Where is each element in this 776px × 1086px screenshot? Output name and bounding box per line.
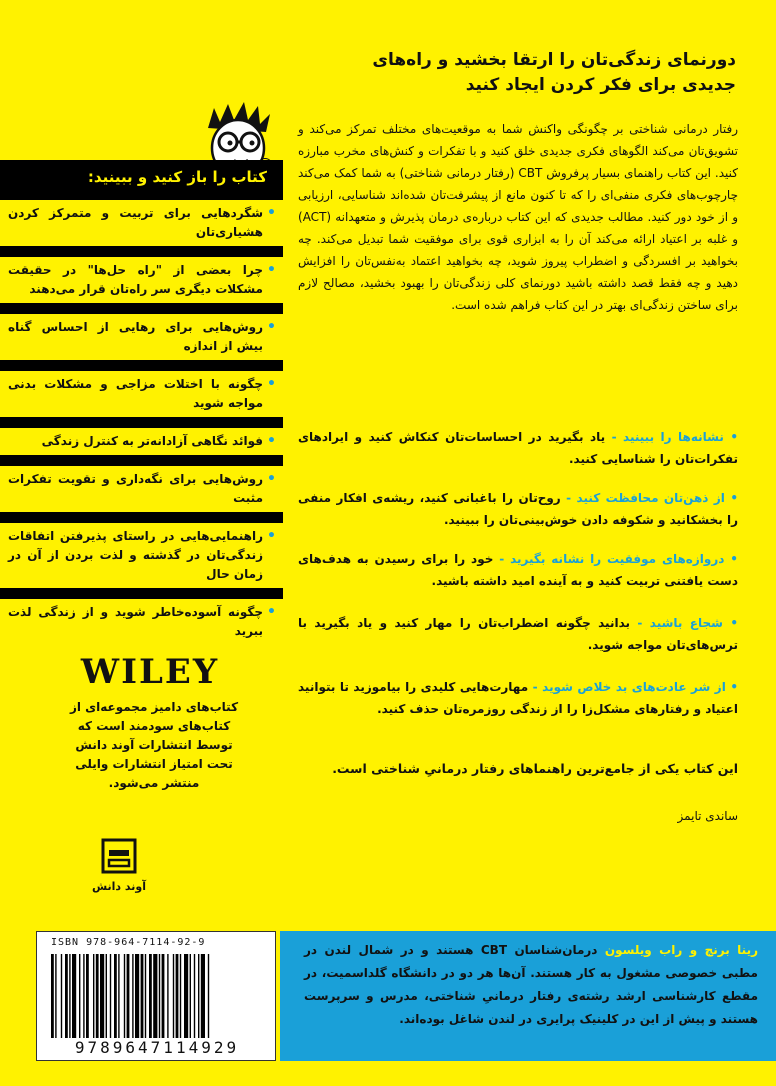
list-item: • روش‌هایی برای نگه‌داری و تقویت تفکرات مثبت (0, 466, 283, 512)
intro-paragraph: رفتار درمانی شناختی بر چگونگی واکنش شما به موقعیت‌های مختلف تمرکز می‌کند و تشویق‌تان می‌کند الگوهای فکری جدیدی خلق کنید و با تفکرات و کنش‌های مخرب مبارزه کنید. این کتاب راهنمای بسیار پرفروش CBT (رفتار درمانی شناختی) به شما کمک می‌کند چارچوب‌های فکری منفی‌ای را که تا کنون مانع از پیشرفت‌تان شده‌اند شناسایی، ارزیابی و از خود دور کنید. مطالب جدیدی که این کتاب درباره‌ی درمان پذیرش و متعهدانه (ACT) و غلبه بر اعتیاد ارائه می‌کند آن را به ابزاری قوی برای موفقیت شما تبدیل می‌کند. چه بخواهید بر افسردگی و اضطراب پیروز شوید، چه بخواهید اعتماد به‌نفس‌تان را افزایش دهید و چه فقط قصد داشته باشید دورنمای کلی زندگی‌تان را بهبود بخشید، مصالح لازم برای ساختن زندگی‌ای بهتر در این کتاب فراهم شده است. (298, 122, 738, 312)
bullet-lead: • شجاع باشید - (637, 616, 738, 630)
bullet-4 (298, 612, 738, 656)
bullet-2 (298, 487, 738, 531)
bullet-lead: • از شر عادت‌های بد خلاص شوید - (532, 680, 739, 694)
bullet-1 (298, 426, 738, 470)
feature-list (0, 200, 283, 656)
isbn-label: ISBN 978-964-7114-92-9 (51, 937, 206, 948)
bullet-lead: • از ذهن‌تان محافظت کنید - (566, 491, 738, 505)
publisher-name: آوند دانش (91, 880, 147, 893)
headline: دورنمای زندگی‌تان را ارتقا بخشید و راه‌های جدیدی برای فکر کردن ایجاد کنید (372, 50, 736, 95)
bullet-text: روح‌تان را باغبانی کنید، ریشه‌ی افکار منفی را بخشکانید و شکوفه دادن خوش‌بینی‌تان را ببینید. (298, 491, 738, 527)
author-bio-text: درمان‌شناسان CBT هستند و در شمال لندن در مطبی خصوصی مشغول به کار هستند. آن‌ها هر دو در دانشگاه گلداسمیت، در مقطع کارشناسی ارشد رشته‌ی رفتار درمانیِ شناختی، مدرس و سرپرست هستند و پیش از این در کلینیک پرایری در لندن شاغل بوده‌اند. (304, 943, 758, 1026)
wiley-note: کتاب‌های دامیز مجموعه‌ای از کتاب‌های سودمند است که توسط انتشارات آوند دانش تحت امتیاز انتشارات وایلی منتشر می‌شود. (69, 700, 239, 790)
review-quote: این کتاب یکی از جامع‌ترین راهنماهای رفتار درمانیِ شناختی است. (332, 761, 738, 776)
feature-panel (0, 160, 283, 643)
feature-panel-title: کتاب را باز کنید و ببینید: (87, 168, 267, 186)
author-bio (280, 931, 776, 1061)
list-item: • چگونه با اختلات مزاجی و مشکلات بدنی مواجه شوید (0, 371, 283, 417)
list-item: • چرا بعضی از "راه حل‌ها" در حقیقت مشکلات دیگری سر راه‌تان قرار می‌دهند (0, 257, 283, 303)
author-names: رینا برنچ و راب ویلسون (604, 943, 758, 957)
bullet-text: خود را برای رسیدن به هدف‌های دست یافتنی تربیت کنید و به آینده امید داشته باشید. (298, 552, 738, 588)
list-item: • روش‌هایی برای رهایی از احساس گناه بیش از اندازه (0, 314, 283, 360)
bullet-lead: • نشانه‌ها را ببینید - (611, 430, 739, 444)
bullet-text: بدانید چگونه اضطراب‌تان را مهار کنید و یاد بگیرید با ترس‌های‌تان مواجه شوید. (298, 616, 738, 652)
list-item: • چگونه آسوده‌خاطر شوید و از زندگی لذت ببرید (0, 599, 283, 645)
bullet-3 (298, 548, 738, 592)
list-item: • شگردهایی برای تربیت و متمرکز کردن هشیاری‌تان (0, 200, 283, 246)
wiley-logo: WILEY (80, 652, 220, 692)
barcode (36, 931, 276, 1061)
bullet-5 (298, 676, 738, 720)
barcode-bars (51, 954, 263, 1038)
list-item: • راهنمایی‌هایی در راستای پذیرفتن اتفاقات زندگی‌تان در گذشته و لذت بردن از آن در زمان حال (0, 523, 283, 588)
barcode-digits: 9789647114929 (74, 1038, 240, 1057)
publisher-logo-icon (101, 838, 137, 874)
list-item: • فوائد نگاهی آزادانه‌تر به کنترل زندگی (0, 428, 283, 455)
bullet-lead: • دروازه‌های موفقیت را نشانه بگیرید - (499, 552, 738, 566)
bullet-text: مهارت‌هایی کلیدی را بیاموزید تا بتوانید اعتیاد و رفتارهای مشکل‌زا را از زندگی روزمره‌تان حذف کنید. (298, 680, 738, 716)
review-author: ساندی تایمز (677, 809, 738, 823)
bullet-text: یاد بگیرید در احساسات‌تان کنکاش کنید و ایرادهای تفکرات‌تان را شناسایی کنید. (298, 430, 738, 466)
